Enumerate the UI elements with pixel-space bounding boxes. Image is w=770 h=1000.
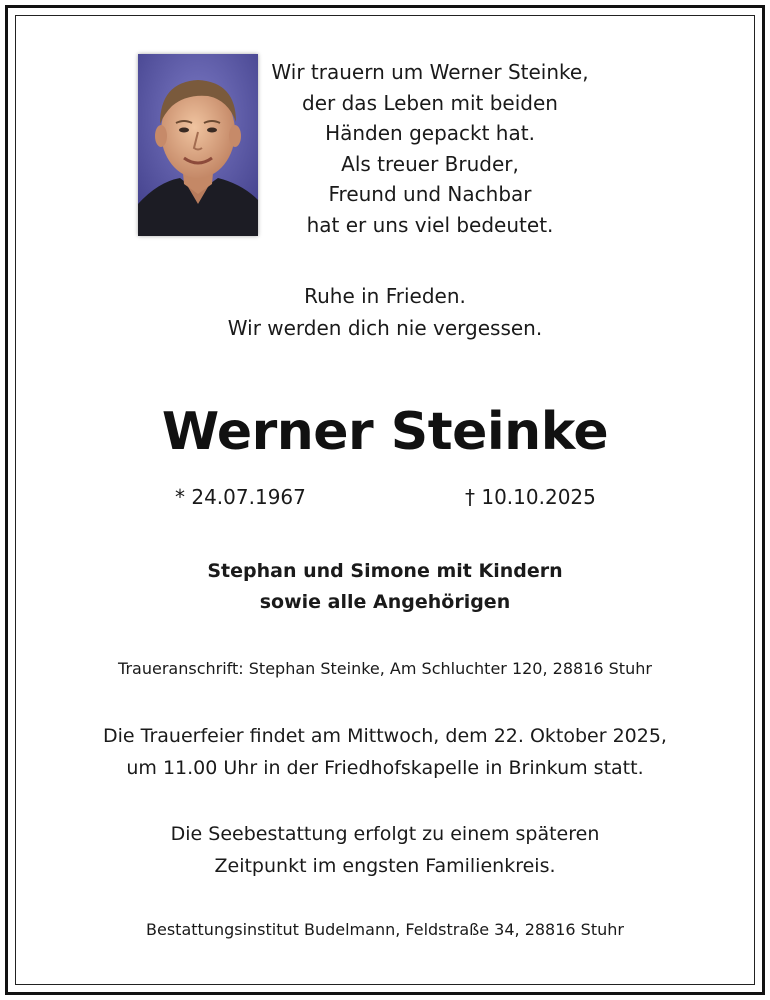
burial-line: Zeitpunkt im engsten Familienkreis. (214, 855, 556, 877)
portrait-photo-image (138, 54, 258, 236)
death-date: † 10.10.2025 (465, 485, 596, 509)
mourning-address: Traueranschrift: Stephan Steinke, Am Schluchter 120, 28816 Stuhr (118, 659, 652, 678)
funeral-service-info (30, 720, 740, 784)
family-line: Stephan und Simone mit Kindern (207, 560, 563, 582)
intro-line: hat er uns viel bedeutet. (306, 212, 554, 237)
intro-line: Händen gepackt hat. (325, 121, 535, 145)
intro-line: Freund und Nachbar (328, 182, 532, 206)
rip-line: Ruhe in Frieden. (304, 284, 466, 308)
birth-date: * 24.07.1967 (175, 485, 306, 509)
deceased-name: Werner Steinke (161, 402, 609, 462)
burial-line: Die Seebestattung erfolgt zu einem späteren (170, 823, 600, 845)
intro-text (265, 57, 595, 240)
burial-info (80, 818, 690, 882)
intro-line: Wir trauern um Werner Steinke, (271, 60, 589, 84)
portrait-photo (138, 54, 258, 236)
service-line: Die Trauerfeier findet am Mittwoch, dem 22. Oktober 2025, (103, 725, 667, 747)
service-line: um 11.00 Uhr in der Friedhofskapelle in Brinkum statt. (126, 757, 644, 779)
family-line: sowie alle Angehörigen (259, 591, 511, 613)
rip-text (150, 280, 620, 344)
intro-line: der das Leben mit beiden (302, 90, 558, 115)
family-signatories (110, 556, 660, 618)
intro-line: Als treuer Bruder, (341, 151, 519, 176)
undertaker-info: Bestattungsinstitut Budelmann, Feldstraße 34, 28816 Stuhr (146, 920, 624, 939)
rip-line: Wir werden dich nie vergessen. (227, 316, 543, 340)
